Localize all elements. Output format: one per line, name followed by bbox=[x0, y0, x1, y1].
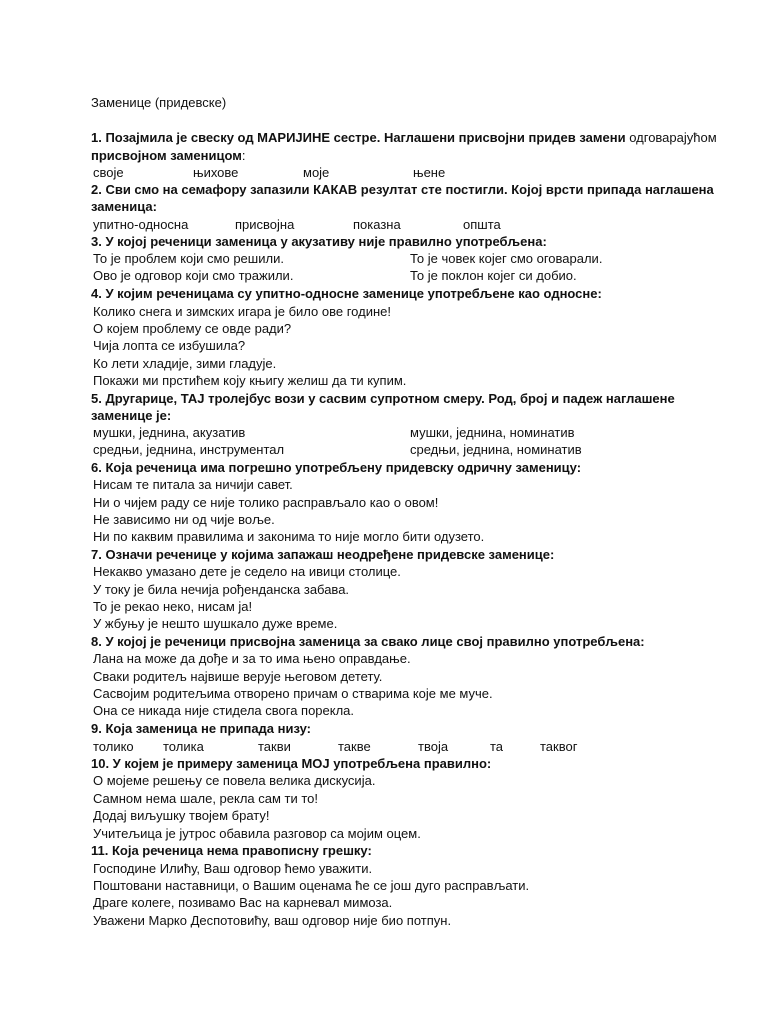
q9-option: твоја bbox=[418, 739, 449, 754]
question-1-text-2: присвојном заменицом bbox=[91, 148, 242, 163]
q7-option: То је рекао неко, нисам ја! bbox=[93, 599, 253, 614]
q11-option: Драге колеге, позивамо Вас на карневал мимоза. bbox=[93, 895, 393, 910]
question-10: 10. У којем је примеру заменица МОЈ употребљена правилно: bbox=[91, 756, 492, 771]
question-1-cont bbox=[91, 148, 245, 163]
q4-option: Ко лети хладије, зими гладује. bbox=[93, 356, 277, 371]
q8-option: Сасвојим родитељима отворено причам о стварима које ме муче. bbox=[93, 686, 493, 701]
q4-option: Покажи ми прстићем коју књигу желиш да ти купим. bbox=[93, 373, 407, 388]
question-9: 9. Која заменица не припада низу: bbox=[91, 721, 312, 736]
q3-option: То је проблем који смо решили. bbox=[93, 251, 284, 266]
q3-option: Ово је одговор који смо тражили. bbox=[93, 268, 294, 283]
q3-option: То је поклон којег си добио. bbox=[410, 268, 577, 283]
question-5-cont: заменице је: bbox=[91, 408, 172, 423]
q2-option: општа bbox=[463, 217, 501, 232]
q10-option: Самном нема шале, рекла сам ти то! bbox=[93, 791, 319, 806]
q7-option: У жбуњу је нешто шушкало дуже време. bbox=[93, 616, 338, 631]
q5-option: средњи, једнина, инструментал bbox=[93, 442, 285, 457]
question-1 bbox=[91, 130, 717, 145]
q4-option: Колико снега и зимских игара је било ове године! bbox=[93, 304, 391, 319]
document-title: Заменице (придевске) bbox=[91, 95, 227, 110]
q1-option: њене bbox=[413, 165, 446, 180]
question-1-colon: : bbox=[241, 148, 246, 163]
q6-option: Не зависимо ни од чије воље. bbox=[93, 512, 275, 527]
q6-option: Ни по каквим правилима и законима то није могло бити одузето. bbox=[93, 529, 485, 544]
q2-option: упитно-односна bbox=[93, 217, 189, 232]
question-5: 5. Другарице, ТАЈ тролејбус вози у сасвим супротном смеру. Род, број и падеж наглашене bbox=[91, 391, 675, 406]
question-2-cont: заменица: bbox=[91, 199, 157, 214]
q11-option: Господине Илићу, Ваш одговор ћемо уважити. bbox=[93, 861, 373, 876]
q3-option: То је човек којег смо оговарали. bbox=[410, 251, 603, 266]
q11-option: Поштовани наставници, о Вашим оценама ће се још дуго расправљати. bbox=[93, 878, 530, 893]
question-11: 11. Која реченица нема правописну грешку: bbox=[91, 843, 372, 858]
q7-option: Некакво умазано дете је седело на ивици столице. bbox=[93, 564, 401, 579]
q9-option: таквог bbox=[540, 739, 578, 754]
question-4: 4. У којим реченицама су упитно-односне заменице употребљене као односне: bbox=[91, 286, 602, 301]
q11-option: Уважени Марко Деспотовићу, ваш одговор није био потпун. bbox=[93, 913, 452, 928]
q10-option: О мојеме решењу се повела велика дискусија. bbox=[93, 773, 376, 788]
question-1-text-tail: одговарајућом bbox=[625, 130, 717, 145]
q9-option: толико bbox=[93, 739, 134, 754]
q1-option: своје bbox=[93, 165, 124, 180]
q9-option: толика bbox=[163, 739, 204, 754]
q10-option: Учитељица је јутрос обавила разговор са мојим оцем. bbox=[93, 826, 421, 841]
q9-option: такви bbox=[258, 739, 291, 754]
question-3: 3. У којој реченици заменица у акузативу није правилно употребљена: bbox=[91, 234, 547, 249]
q10-option: Додај виљушку твојем брату! bbox=[93, 808, 270, 823]
q8-option: Лана на може да дође и за то има њено оправдање. bbox=[93, 651, 411, 666]
question-8: 8. У којој је реченици присвојна заменица за свако лице свој правилно употребљена: bbox=[91, 634, 645, 649]
q5-option: мушки, једнина, акузатив bbox=[93, 425, 246, 440]
question-6: 6. Која реченица има погрешно употребљену придевску одричну заменицу: bbox=[91, 460, 582, 475]
q2-option: показна bbox=[353, 217, 401, 232]
question-1-text: 1. Позајмила је свеску од МАРИЈИНЕ сестре. Наглашени присвојни придев замени bbox=[91, 130, 626, 145]
q4-option: Чија лопта се избушила? bbox=[93, 338, 246, 353]
q4-option: О којем проблему се овде ради? bbox=[93, 321, 292, 336]
q1-option: њихове bbox=[193, 165, 239, 180]
q9-option: та bbox=[490, 739, 504, 754]
q2-option: присвојна bbox=[235, 217, 295, 232]
q6-option: Нисам те питала за ничији савет. bbox=[93, 477, 293, 492]
question-2: 2. Сви смо на семафору запазили КАКАВ резултат сте постигли. Којој врсти припада наглашена bbox=[91, 182, 714, 197]
q5-option: мушки, једнина, номинатив bbox=[410, 425, 575, 440]
q5-option: средњи, једнина, номинатив bbox=[410, 442, 582, 457]
q6-option: Ни о чијем раду се није толико расправљало као о овом! bbox=[93, 495, 439, 510]
q8-option: Она се никада није стидела свога порекла. bbox=[93, 703, 355, 718]
q1-option: моје bbox=[303, 165, 330, 180]
q7-option: У току је била нечија рођенданска забава. bbox=[93, 582, 350, 597]
question-7: 7. Означи реченице у којима запажаш неодређене придевске заменице: bbox=[91, 547, 555, 562]
q8-option: Сваки родитељ највише верује његовом детету. bbox=[93, 669, 383, 684]
q9-option: такве bbox=[338, 739, 371, 754]
